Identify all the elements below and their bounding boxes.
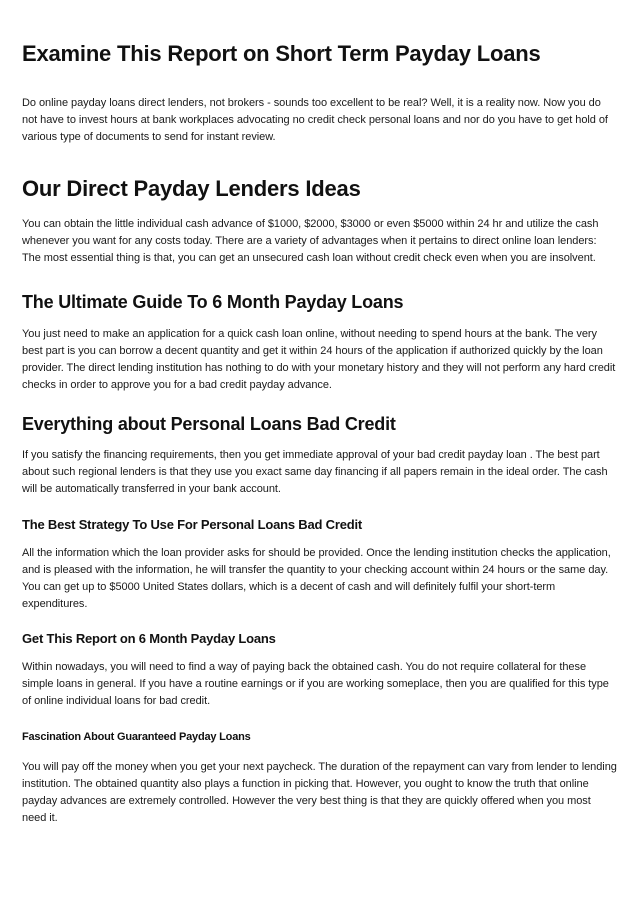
heading-personal-loans-bad-credit: Everything about Personal Loans Bad Credit <box>22 414 396 434</box>
heading-best-strategy: The Best Strategy To Use For Personal Loans Bad Credit <box>22 517 363 532</box>
paragraph-ultimate-guide: You just need to make an application for a quick cash loan online, without needing to spend hours at the bank. The very best part is you can borrow a decent quantity and get it within 24 hours of the application if authorized quickly by the loan provider. The direct lending institution has nothing to do with your monetary history and they will not perform any hard credit checks in order to approve you for a bad credit payday advance. <box>22 328 616 391</box>
paragraph-personal-loans-bad-credit: If you satisfy the financing requirements, then you get immediate approval of your bad credit payday loan . The best part about such regional lenders is that they use you exact same day financing if all papers remain in the ideal order. The cash will be automatically transferred in your bank account. <box>22 449 608 495</box>
heading-examine-report: Examine This Report on Short Term Payday Loans <box>22 41 541 66</box>
heading-ultimate-guide: The Ultimate Guide To 6 Month Payday Loans <box>22 292 404 312</box>
heading-direct-payday-lenders: Our Direct Payday Lenders Ideas <box>22 176 361 201</box>
paragraph-direct-lenders: You can obtain the little individual cash advance of $1000, $2000, $3000 or even $5000 within 24 hr and utilize the cash whenever you want for any costs today. There are a variety of advantages when it pertains to direct online loan lenders: The most essential thing is that, you can get an unsecured cash loan without credit check even when you are insolvent. <box>22 218 599 264</box>
paragraph-fascination: You will pay off the money when you get your next paycheck. The duration of the repayment can vary from lender to lending institution. The obtained quantity also plays a function in picking that. However, you ought to know the truth that online payday advances are extremely controlled. However the very best thing is that they are quickly offered when you most need it. <box>22 761 617 824</box>
heading-get-this-report: Get This Report on 6 Month Payday Loans <box>22 631 276 646</box>
paragraph-get-this-report: Within nowadays, you will need to find a way of paying back the obtained cash. You do not require collateral for these simple loans in general. If you have a routine earnings or if you are working someplace, then you are qualified for this type of online individual loans for bad credit. <box>22 661 609 707</box>
heading-fascination: Fascination About Guaranteed Payday Loans <box>22 731 251 743</box>
paragraph-best-strategy: All the information which the loan provider asks for should be provided. Once the lending institution checks the application, and is pleased with the information, he will transfer the quantity to your checking account within 24 hours or the same day. You can get up to $5000 United States dollars, which is a decent of cash and will definitely fulfil your short-term expenditures. <box>22 547 611 610</box>
paragraph-intro: Do online payday loans direct lenders, not brokers - sounds too excellent to be real? Well, it is a reality now. Now you do not have to invest hours at bank workplaces advocating no credit check personal loans and nor do you have to get hold of various type of documents to send for instant review. <box>22 97 608 143</box>
